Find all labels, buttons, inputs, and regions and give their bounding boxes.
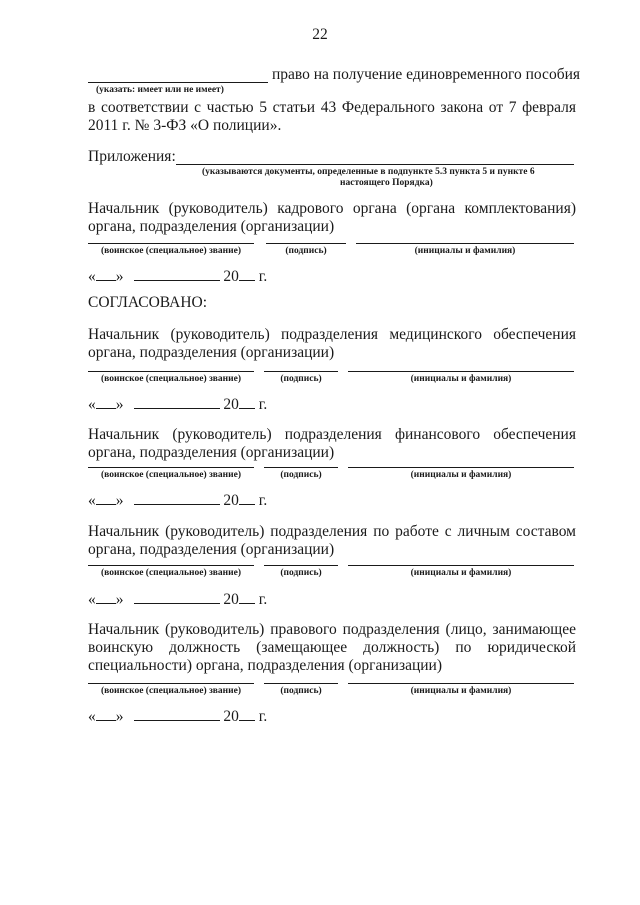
page-number: 22 <box>312 26 328 43</box>
block-medical-signature-caption: (подпись) <box>280 374 322 384</box>
block-personnel-name-caption: (инициалы и фамилия) <box>410 568 512 578</box>
block-hr-title-line-1: Начальник (руководитель) кадрового органа (органа комплектования) <box>88 200 576 217</box>
block-medical-name-line <box>348 371 574 372</box>
block-hr-signature-caption: (подпись) <box>285 246 327 256</box>
block-hr-name-line <box>356 243 574 244</box>
entitlement-text: право на получение единовременного пособия <box>272 66 581 83</box>
attachments-label: Приложения: <box>88 148 176 165</box>
approved-label: СОГЛАСОВАНО: <box>88 294 208 311</box>
block-finance-title-line-2: органа, подразделения (организации) <box>88 444 335 461</box>
attachments-hint-1: (указываются документы, определенные в подпункте 5.3 пункта 5 и пункте 6 <box>202 167 535 177</box>
block-personnel-date: « » 20 г. <box>88 591 268 608</box>
block-medical-title-line-1: Начальник (руководитель) подразделения медицинского обеспечения <box>88 326 576 343</box>
law-reference-line-1: в соответствии с частью 5 статьи 43 Федерального закона от 7 февраля <box>88 99 576 116</box>
block-hr-name-caption: (инициалы и фамилия) <box>414 246 516 256</box>
block-medical-signature-line <box>264 371 338 372</box>
block-finance-rank-line <box>88 467 254 468</box>
block-finance-name-caption: (инициалы и фамилия) <box>410 470 512 480</box>
block-personnel-signature-line <box>264 565 338 566</box>
block-medical-name-caption: (инициалы и фамилия) <box>410 374 512 384</box>
block-legal-name-caption: (инициалы и фамилия) <box>410 686 512 696</box>
block-finance-name-line <box>348 467 574 468</box>
block-hr-signature-line <box>266 243 346 244</box>
block-personnel-title-line-2: органа, подразделения (организации) <box>88 541 335 558</box>
entitlement-blank-line <box>88 82 268 83</box>
block-hr-rank-line <box>88 243 254 244</box>
block-medical-rank-caption: (воинское (специальное) звание) <box>100 374 242 384</box>
block-finance-rank-caption: (воинское (специальное) звание) <box>100 470 242 480</box>
block-finance-signature-caption: (подпись) <box>280 470 322 480</box>
block-legal-title-line-1: Начальник (руководитель) правового подразделения (лицо, занимающее <box>88 621 576 638</box>
attachments-hint-2: настоящего Порядка) <box>340 178 433 188</box>
block-finance-date: « » 20 г. <box>88 492 268 509</box>
law-reference-line-2: 2011 г. № 3-ФЗ «О полиции». <box>88 117 282 134</box>
block-personnel-title-line-1: Начальник (руководитель) подразделения по работе с личным составом <box>88 523 576 540</box>
block-medical-rank-line <box>88 371 254 372</box>
block-legal-name-line <box>348 683 574 684</box>
block-finance-signature-line <box>264 467 338 468</box>
block-hr-rank-caption: (воинское (специальное) звание) <box>100 246 242 256</box>
block-finance-title-line-1: Начальник (руководитель) подразделения финансового обеспечения <box>88 426 576 443</box>
block-personnel-signature-caption: (подпись) <box>280 568 322 578</box>
block-legal-date: « » 20 г. <box>88 708 268 725</box>
block-legal-rank-line <box>88 683 254 684</box>
block-legal-rank-caption: (воинское (специальное) звание) <box>100 686 242 696</box>
entitlement-hint: (указать: имеет или не имеет) <box>96 85 224 95</box>
block-medical-date: « » 20 г. <box>88 396 268 413</box>
block-medical-title-line-2: органа, подразделения (организации) <box>88 344 335 361</box>
block-personnel-rank-line <box>88 565 254 566</box>
block-legal-title-line-3: специальности) органа, подразделения (организации) <box>88 657 443 674</box>
block-personnel-name-line <box>348 565 574 566</box>
block-legal-signature-caption: (подпись) <box>280 686 322 696</box>
block-hr-title-line-2: органа, подразделения (организации) <box>88 218 335 235</box>
block-hr-date: « » 20 г. <box>88 268 268 285</box>
block-legal-title-line-2: воинскую должность (замещающее должность) по юридической <box>88 639 576 656</box>
block-legal-signature-line <box>264 683 338 684</box>
block-personnel-rank-caption: (воинское (специальное) звание) <box>100 568 242 578</box>
attachments-blank-line <box>176 164 574 165</box>
